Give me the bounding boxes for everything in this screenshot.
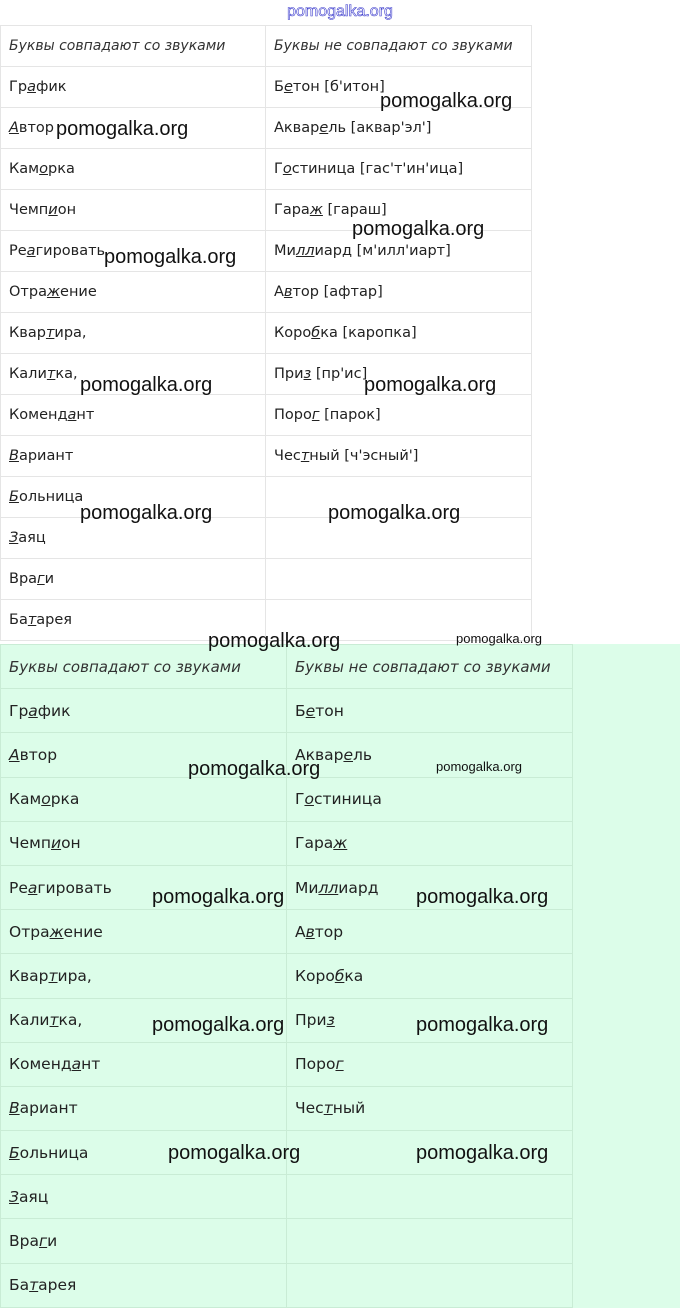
highlighted-letter: т [48,966,58,985]
table-row [1,559,532,600]
word-part: иард [м'илл'иарт] [314,243,451,259]
highlighted-letter: А [9,120,19,136]
word-cell-mismatch [287,733,573,777]
highlighted-letter: г [311,407,320,423]
word-part: При [295,1011,327,1030]
word-cell-match [1,559,266,600]
word-part: ка, [55,366,78,382]
word-part: арея [38,1276,77,1295]
highlighted-letter: з [326,1011,335,1030]
word-cell-match [1,395,266,436]
word-part: При [274,366,304,382]
word-part: Коро [295,966,335,985]
word-part: втор [18,120,54,136]
word-part: Гр [9,79,28,95]
highlighted-letter: лл [318,878,339,897]
word-part: ира, [54,325,87,341]
word-cell-mismatch [287,1086,573,1130]
highlighted-letter: г [335,1055,344,1074]
word-part: ение [63,922,103,941]
word-part: аяц [18,1187,49,1206]
word-part: Гара [274,202,310,218]
highlighted-letter: а [27,79,36,95]
watermark: pomogalka.org [456,631,542,646]
word-part: он [61,834,81,853]
highlighted-letter: т [323,1099,333,1118]
word-part: Вра [9,1232,39,1251]
word-cell-mismatch [266,395,532,436]
word-part: ль [аквар'эл'] [328,120,432,136]
word-cell-match [1,67,266,108]
word-part: стиница [313,790,382,809]
table-row [1,1219,573,1263]
word-cell-mismatch [287,777,573,821]
word-cell-match [1,272,266,313]
column-header-mismatch: Буквы не совпадают со звуками [266,26,532,67]
word-cell-match [1,1219,287,1263]
word-part: фик [35,79,67,95]
table-row [1,313,532,354]
highlighted-letter: в [305,922,315,941]
highlighted-letter: е [343,745,353,764]
word-part: Квар [9,325,46,341]
word-part: [гараш] [322,202,387,218]
word-cell-match [1,149,266,190]
word-cell-mismatch [287,954,573,998]
table-row [1,1175,573,1219]
highlighted-letter: лл [295,243,315,259]
highlighted-letter: е [319,120,329,136]
highlighted-letter: а [67,407,77,423]
word-part: тор [314,922,344,941]
highlighted-letter: В [9,448,19,464]
word-part: втор [19,745,58,764]
highlighted-letter: о [282,161,292,177]
word-part: ный [ч'эсный'] [309,448,419,464]
word-part: ный [332,1099,366,1118]
highlighted-letter: т [46,366,56,382]
word-part: Ми [274,243,296,259]
word-cell-match [1,777,287,821]
word-part: гировать [37,878,112,897]
word-cell-match [1,436,266,477]
highlighted-letter: о [41,790,51,809]
table-row [1,1263,573,1307]
word-part: Ба [9,612,28,628]
highlighted-letter: и [51,834,62,853]
word-cell-mismatch [287,1042,573,1086]
word-part: Ба [9,1276,30,1295]
word-part: ение [60,284,97,300]
word-cell-mismatch [287,689,573,733]
word-part: стиница [гас'т'ин'ица] [291,161,464,177]
highlighted-letter: З [9,530,19,546]
watermark: pomogalka.org [416,886,549,908]
word-cell-mismatch [266,313,532,354]
word-part: Чемп [9,202,49,218]
word-part: Аквар [274,120,320,136]
highlighted-letter: а [71,1055,82,1074]
highlighted-letter: В [9,1099,20,1118]
highlighted-letter: и [48,202,58,218]
word-cell-match [1,1175,287,1219]
word-cell-mismatch [287,910,573,954]
word-part: Б [274,79,284,95]
highlighted-letter: з [303,366,312,382]
highlighted-letter: ж [309,202,323,218]
watermark: pomogalka.org [56,118,189,140]
letters-sounds-table [0,644,573,1308]
highlighted-letter: е [305,701,316,720]
highlighted-letter: Б [9,489,19,505]
word-part: [пр'ис] [311,366,368,382]
word-part: Коменд [9,407,68,423]
table-row [1,954,573,998]
word-cell-mismatch [266,108,532,149]
highlighted-letter: ж [49,922,64,941]
word-part: гировать [35,243,106,259]
highlighted-letter: г [37,571,45,587]
word-cell-match [1,190,266,231]
word-part: Кали [9,366,47,382]
word-part: фик [37,701,71,720]
word-cell-match [1,1086,287,1130]
highlighted-letter: т [49,1011,59,1030]
watermark: pomogalka.org [436,759,522,774]
word-part: Квар [9,966,49,985]
word-part: Гр [9,701,29,720]
watermark: pomogalka.org [80,374,213,396]
table-row [1,436,532,477]
word-part: иард [338,878,379,897]
table-row [1,395,532,436]
highlighted-letter: о [304,790,314,809]
word-part: нт [76,407,95,423]
word-cell-match [1,1263,287,1307]
word-part: Ми [295,878,319,897]
watermark: pomogalka.org [152,1014,285,1036]
word-part: ира, [57,966,92,985]
word-part: Коро [274,325,312,341]
word-cell-mismatch [287,821,573,865]
word-part: рка [50,790,80,809]
word-part: Кам [9,790,42,809]
word-cell-match [1,954,287,998]
word-part: рка [48,161,75,177]
highlighted-letter: Б [9,1143,20,1162]
word-cell-mismatch [266,272,532,313]
word-part: ольница [19,1143,89,1162]
watermark: pomogalka.org [168,1142,301,1164]
column-header-match: Буквы совпадают со звуками [1,645,287,689]
word-part: Поро [274,407,312,423]
word-part: ариант [18,448,74,464]
highlighted-letter: а [26,243,36,259]
watermark: pomogalka.org [328,502,461,524]
word-part: ка [каропка] [320,325,417,341]
table-row [1,1086,573,1130]
watermark: pomogalka.org [80,502,213,524]
watermark: pomogalka.org [104,246,237,268]
word-part: тор [афтар] [292,284,383,300]
word-cell-match [1,313,266,354]
word-cell-mismatch [266,559,532,600]
word-part: Г [274,161,283,177]
word-cell-mismatch [266,149,532,190]
word-cell-mismatch [287,1175,573,1219]
highlighted-letter: в [283,284,293,300]
word-part: и [44,571,55,587]
column-header-mismatch: Буквы не совпадают со звуками [287,645,573,689]
word-part: Г [295,790,305,809]
word-part: Б [295,701,306,720]
word-part: Кали [9,1011,50,1030]
watermark: pomogalka.org [188,758,321,780]
watermark: pomogalka.org [416,1142,549,1164]
word-cell-mismatch [287,1263,573,1307]
watermark: pomogalka.org [352,218,485,240]
table-row [1,149,532,190]
word-part: он [57,202,77,218]
word-cell-match [1,1042,287,1086]
table-row [1,821,573,865]
highlighted-letter: а [28,701,38,720]
word-part: Чес [295,1099,324,1118]
word-part: Гара [295,834,334,853]
highlighted-letter: т [27,612,37,628]
word-cell-match [1,689,287,733]
highlighted-letter: т [45,325,55,341]
word-part: А [274,284,284,300]
highlighted-letter: т [300,448,310,464]
table-row [1,1042,573,1086]
word-part: Кам [9,161,40,177]
word-part: Поро [295,1055,336,1074]
word-part: ольница [18,489,84,505]
word-part: А [295,922,306,941]
word-part: Вра [9,571,38,587]
word-cell-mismatch [266,436,532,477]
highlighted-letter: ж [46,284,61,300]
word-part: аяц [18,530,46,546]
highlighted-letter: б [311,325,321,341]
watermark: pomogalka.org [380,90,513,112]
word-cell-match [1,821,287,865]
word-part: тон [б'итон] [292,79,385,95]
word-part: и [47,1232,58,1251]
word-part: ариант [19,1099,78,1118]
highlighted-letter: А [9,745,20,764]
word-part: ка [344,966,364,985]
table-row [1,910,573,954]
table-row [1,777,573,821]
highlighted-letter: б [334,966,345,985]
word-part: тон [315,701,344,720]
watermark: pomogalka.org [364,374,497,396]
watermark: pomogalka.org [416,1014,549,1036]
column-header-match: Буквы совпадают со звуками [1,26,266,67]
highlighted-letter: а [27,878,38,897]
site-header-logo[interactable]: pomogalka.org [287,3,393,20]
word-part: Чемп [9,834,51,853]
word-part: Отра [9,284,47,300]
watermark: pomogalka.org [152,886,285,908]
word-part: Ре [9,243,27,259]
word-part: Аквар [295,745,344,764]
word-part: нт [81,1055,101,1074]
word-part: Коменд [9,1055,72,1074]
table-row [1,272,532,313]
highlighted-letter: ж [333,834,348,853]
highlighted-letter: З [9,1187,19,1206]
word-part: [парок] [319,407,381,423]
highlighted-letter: т [29,1276,39,1295]
word-part: Чес [274,448,301,464]
word-cell-mismatch [287,1219,573,1263]
word-part: арея [36,612,73,628]
word-part: ка, [58,1011,83,1030]
word-cell-match [1,910,287,954]
watermark: pomogalka.org [208,630,341,652]
word-part: Ре [9,878,28,897]
highlighted-letter: о [39,161,48,177]
table-row [1,689,573,733]
table-header-row [1,26,532,67]
word-part: Отра [9,922,50,941]
highlighted-letter: г [38,1232,48,1251]
word-part: ль [352,745,373,764]
highlighted-letter: е [283,79,293,95]
